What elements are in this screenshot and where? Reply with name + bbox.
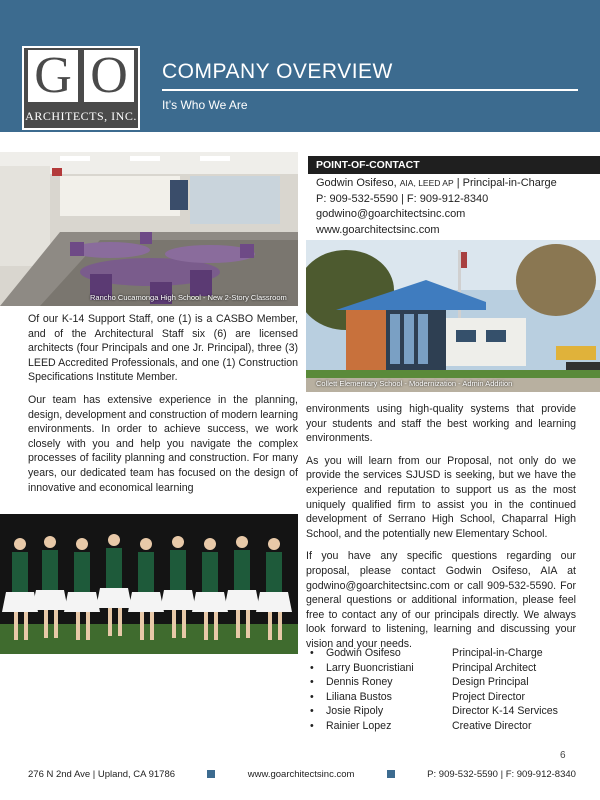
team-list [310,646,592,734]
team-member-role: Design Principal [452,676,529,689]
contact-name: Godwin Osifeso, [316,177,397,189]
contact-website[interactable]: www.goarchitectsinc.com [316,223,440,236]
team-member-name: Liliana Bustos [326,690,392,703]
footer-website[interactable]: www.goarchitectsinc.com [247,768,355,780]
contact-email[interactable]: godwino@goarchitectsinc.com [316,208,466,220]
team-member-name: Godwin Osifeso [326,647,401,659]
team-member-name: Josie Ripoly [326,705,384,718]
footer-square-icon [207,770,215,778]
contact-role: | Principal-in-Charge [456,177,557,189]
team-member-name: Dennis Roney [326,676,393,689]
classroom-photo [0,152,298,306]
page-subtitle: It’s Who We Are [162,98,248,112]
team-row: • Liliana Bustos Project Director [310,690,592,705]
left-column-text [28,312,298,503]
team-member-role: Director K-14 Services [452,705,558,718]
page-title: COMPANY OVERVIEW [162,60,393,83]
school-photo-caption: Collett Elementary School - Modernization - Admin Addition [316,379,513,388]
right-column-text [306,402,576,660]
contact-credentials: AIA, LEED AP [399,178,454,188]
environments-paragraph: environments using high-quality systems that provide your students and staff the best working and learning environments. [306,403,576,445]
logo-letter-g: G [28,50,78,102]
contact-phone: P: 909-532-5590 | F: 909-912-8340 [316,192,489,205]
team-member-name: Rainier Lopez [326,719,392,732]
proposal-paragraph: As you will learn from our Proposal, not only do we provide the services SJUSD is seeking, but we have the experience and reputation to support us as the most uniquely qualified firm to assist you in the continued development of Serrano High School, Chaparral High School, and the potentially new Elementary School. [306,454,576,540]
title-divider [162,89,578,91]
point-of-contact-details [316,176,557,238]
footer [28,767,576,781]
team-row: • Larry Buoncristiani Principal Architect [310,661,592,676]
team-row: • Godwin Osifeso Principal-in-Charge [310,646,592,661]
team-member-role: Creative Director [452,719,532,732]
footer-address: 276 N 2nd Ave | Upland, CA 91786 [28,768,176,780]
team-member-role: Principal Architect [452,661,537,674]
staff-paragraph: Of our K-14 Support Staff, one (1) is a CASBO Member, and of the Architectural Staff six (6) are licensed architects (four Principals and one Jr. Principal), three (3) LEED Accredited Professionals, and one (1) Construction Specifications Institute Member. [28,313,298,384]
logo-subtitle: ARCHITECTS, INC. [25,109,137,123]
team-member-role: Project Director [452,690,525,703]
header-banner [0,0,600,132]
team-member-name: Larry Buoncristiani [326,661,414,674]
logo-letter-o: O [84,50,134,102]
page-number: 6 [560,750,566,761]
classroom-photo-caption: Rancho Cucamonga High School - New 2-Story Classroom [90,293,287,302]
school-building-photo [306,240,600,392]
point-of-contact-heading: POINT-OF-CONTACT [308,156,600,174]
drill-team-photo [0,514,298,654]
contact-paragraph: If you have any specific questions regarding our proposal, please contact Godwin Osifeso, AIA at godwino@goarchitectsinc.com or call 909-532-5590. For general questions or additional information, please feel free to contact any of our principals directly. We always look forward to listening, learning and discussing your vision and your needs. [306,550,576,650]
experience-paragraph: Our team has extensive experience in the planning, design, development and construction of modern learning environments. In order to achieve success, we work closely with you and help you navigate the complex processes of facility planning and construction. For many years, our dedicated team has focused on the design of innovative and economical learning [28,393,298,494]
footer-phone: P: 909-532-5590 | F: 909-912-8340 [427,768,576,780]
go-architects-logo [22,46,140,130]
team-row: • Dennis Roney Design Principal [310,675,592,690]
team-member-role: Principal-in-Charge [452,647,543,659]
team-row: • Josie Ripoly Director K-14 Services [310,704,592,719]
footer-square-icon [387,770,395,778]
team-row: • Rainier Lopez Creative Director [310,719,592,734]
